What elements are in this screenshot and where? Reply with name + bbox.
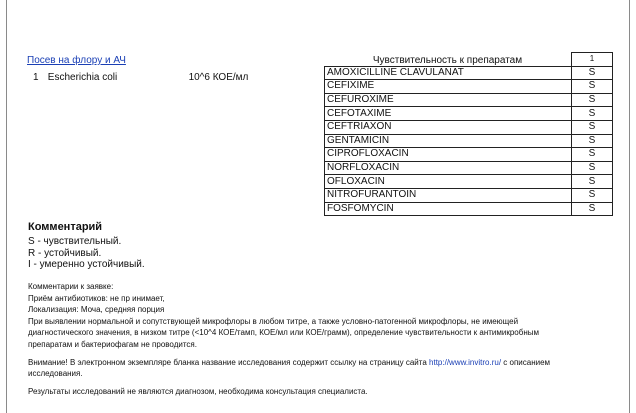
- table-row: [325, 175, 613, 189]
- disclaimer: Результаты исследований не являются диагнозом, необходима консультация специалиста.: [28, 386, 368, 396]
- drug-name: CEFIXIME: [325, 80, 572, 94]
- table-row: [325, 93, 613, 107]
- attention-note-line2: исследования.: [28, 369, 83, 379]
- drug-result: S: [572, 175, 613, 189]
- localization-note: Локализация: Моча, средняя порция: [28, 305, 165, 315]
- sensitivity-legend: [28, 236, 145, 271]
- detection-note-line: препаратам и бактериофагам не проводится.: [28, 339, 197, 349]
- table-row: [325, 134, 613, 148]
- table-row: [325, 80, 613, 94]
- table-row: [325, 202, 613, 216]
- organism-count: 10^6 КОЕ/мл: [188, 72, 249, 83]
- drug-result: S: [572, 134, 613, 148]
- legend-item: S - чувствительный.: [28, 236, 122, 247]
- table-row: [325, 120, 613, 134]
- drug-name: OFLOXACIN: [325, 175, 572, 189]
- detection-note-line: При выявлении нормальной и сопутствующей микрофлоры в любом титре, а также условно-патогенной микрофлоры, не имеющей: [28, 316, 519, 326]
- drug-result: S: [572, 161, 613, 175]
- drug-result: S: [572, 148, 613, 162]
- table-row: [325, 66, 613, 80]
- site-url: http://www.invitro.ru/: [429, 357, 502, 367]
- table-row: [325, 107, 613, 121]
- drug-result: S: [572, 80, 613, 94]
- drug-name: NITROFURANTOIN: [325, 188, 572, 202]
- attention-text-suffix: с описанием: [503, 357, 551, 367]
- drug-name: CEFUROXIME: [325, 93, 572, 107]
- drug-name: GENTAMICIN: [325, 134, 572, 148]
- table-row: [325, 148, 613, 162]
- column-header: 1: [572, 53, 613, 67]
- organism-name: Escherichia coli: [47, 72, 118, 83]
- culture-test-link[interactable]: Посев на флору и АЧ: [27, 55, 126, 66]
- table-row: [325, 188, 613, 202]
- table-row: [325, 161, 613, 175]
- sensitivity-title: Чувствительность к препаратам: [372, 55, 523, 66]
- attention-text: Внимание! В электронном экземпляре бланка название исследования содержит ссылку на страницу сайта: [28, 357, 427, 367]
- drug-result: S: [572, 93, 613, 107]
- drug-result: S: [572, 107, 613, 121]
- drug-name: CEFTRIAXON: [325, 120, 572, 134]
- drug-result: S: [572, 120, 613, 134]
- sensitivity-table: [324, 52, 613, 216]
- legend-item: R - устойчивый.: [28, 247, 102, 259]
- organism-number: 1: [33, 72, 39, 83]
- comment-title: Комментарий: [28, 221, 103, 233]
- drug-name: FOSFOMYCIN: [325, 202, 572, 216]
- drug-name: CIPROFLOXACIN: [325, 148, 572, 162]
- drug-name: CEFOTAXIME: [325, 107, 572, 121]
- antibiotics-note: Приём антибиотиков: не пр инимает,: [28, 293, 165, 303]
- detection-note-line: диагностического значения, в низком титре (<10^4 КОЕ/тамп, КОЕ/мл или КОЕ/грамм), определение чувствительности к антимикробным: [28, 328, 539, 338]
- notes-block: [28, 281, 598, 397]
- drug-result: S: [572, 188, 613, 202]
- attention-note: [28, 357, 598, 369]
- drug-result: S: [572, 66, 613, 80]
- drug-result: S: [572, 202, 613, 216]
- organism-row: [33, 72, 248, 83]
- drug-name: AMOXICILLINE CLAVULANAT: [325, 66, 572, 80]
- table-header-row: [325, 53, 613, 67]
- legend-item: I - умеренно устойчивый.: [28, 259, 145, 270]
- drug-name: NORFLOXACIN: [325, 161, 572, 175]
- request-comments-label: Комментарии к заявке:: [28, 282, 114, 291]
